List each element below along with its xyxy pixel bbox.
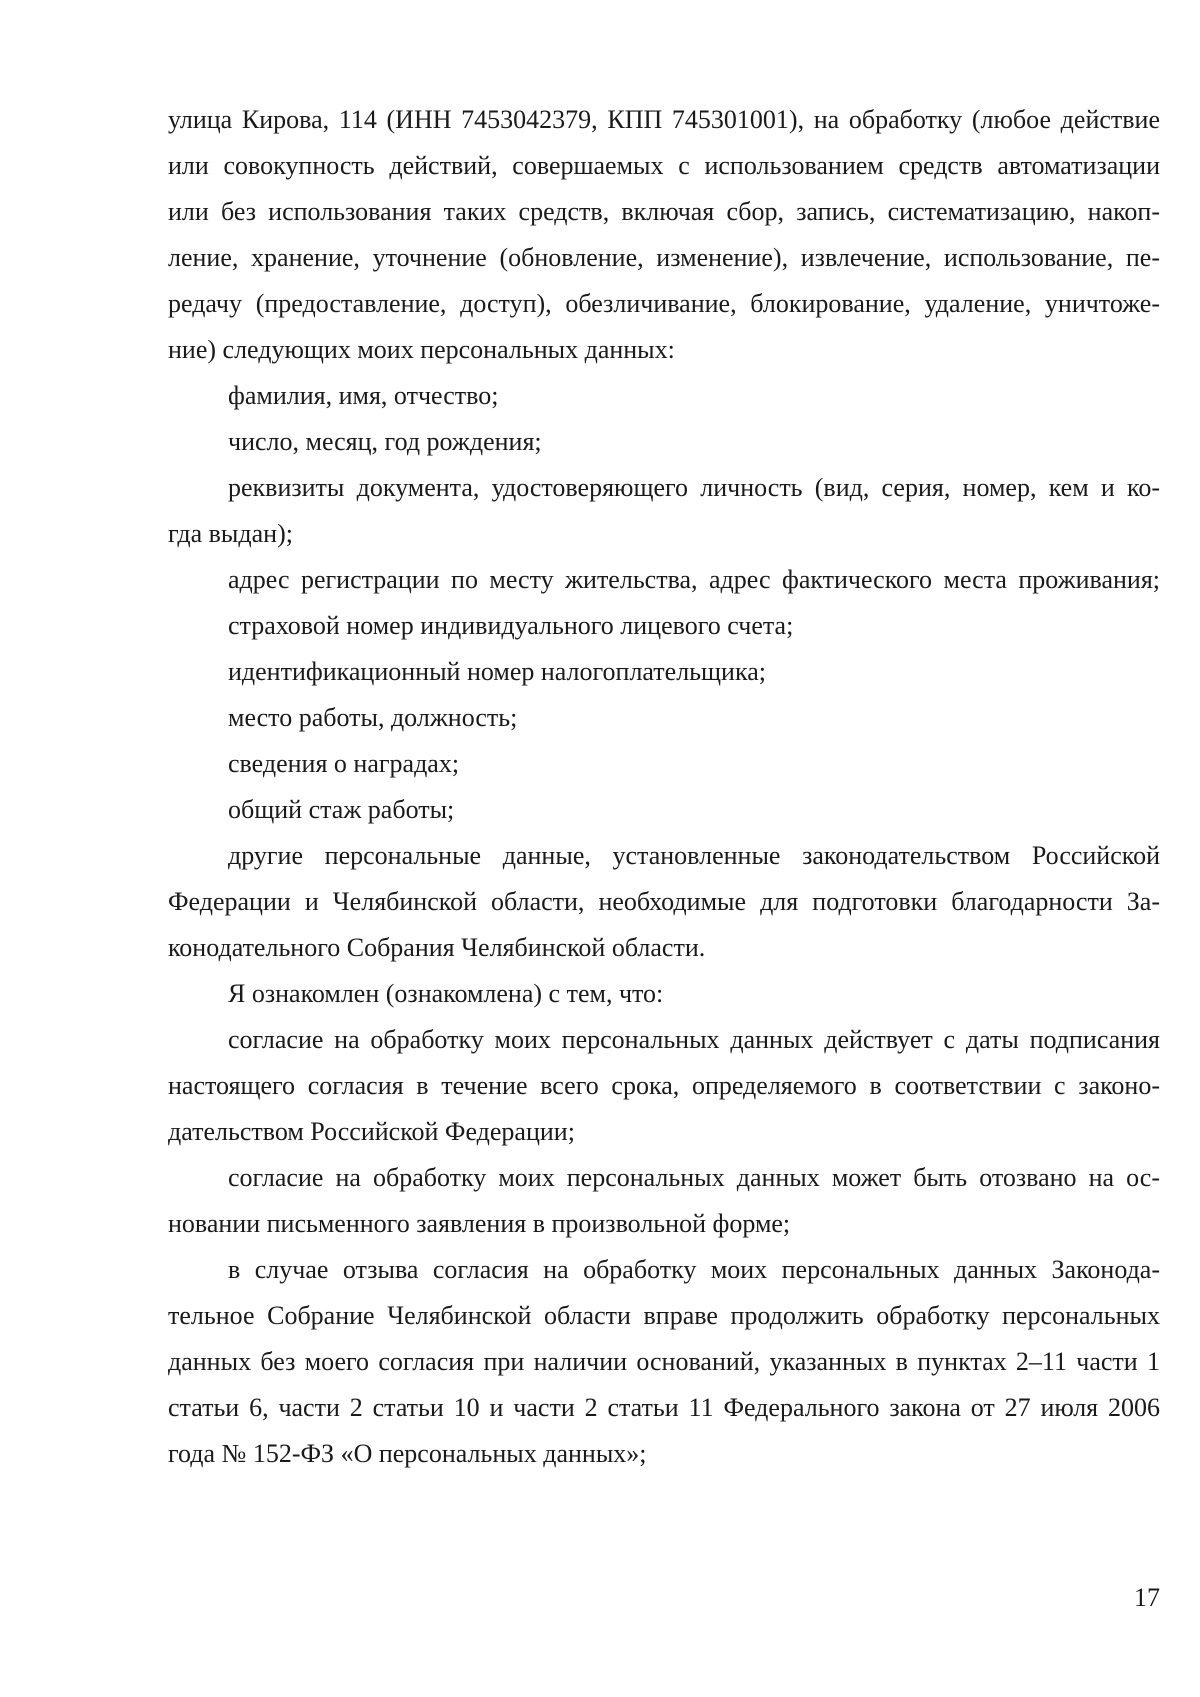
list-item: число, месяц, год рождения; xyxy=(228,427,542,456)
list-item: реквизиты документа, удостоверяющего личность (вид, серия, номер, кем и ко- xyxy=(228,473,1160,502)
text-line: Федерации и Челябинской области, необходимые для подготовки благодарности За- xyxy=(168,887,1160,916)
text-line: конодательного Собрания Челябинской области. xyxy=(168,933,706,962)
text-line: или совокупность действий, совершаемых с использованием средств автоматизации xyxy=(168,151,1160,180)
text-line: улица Кирова, 114 (ИНН 7453042379, КПП 745301001), на обработку (любое действие xyxy=(168,105,1160,134)
text-line: данных без моего согласия при наличии оснований, указанных в пунктах 2–11 части 1 xyxy=(168,1347,1160,1376)
text-line: настоящего согласия в течение всего срока, определяемого в соответствии с законо- xyxy=(168,1071,1160,1100)
text-line: тельное Собрание Челябинской области вправе продолжить обработку персональных xyxy=(168,1301,1160,1330)
list-item: сведения о наградах; xyxy=(228,749,460,778)
list-item: согласие на обработку моих персональных данных действует с даты подписания xyxy=(228,1025,1160,1054)
text-line: года № 152-ФЗ «О персональных данных»; xyxy=(168,1439,647,1468)
list-item: другие персональные данные, установленные законодательством Российской xyxy=(228,841,1160,870)
list-item: фамилия, имя, отчество; xyxy=(228,381,499,410)
text-line: или без использования таких средств, включая сбор, запись, систематизацию, накоп- xyxy=(168,197,1160,226)
list-item: согласие на обработку моих персональных данных может быть отозвано на ос- xyxy=(228,1163,1160,1192)
text-line: ление, хранение, уточнение (обновление, изменение), извлечение, использование, пе- xyxy=(168,243,1160,272)
text-line: новании письменного заявления в произвольной форме; xyxy=(168,1209,791,1238)
text-line: гда выдан); xyxy=(168,519,293,548)
list-item: идентификационный номер налогоплательщика; xyxy=(228,657,766,686)
text-line: ние) следующих моих персональных данных: xyxy=(168,335,675,364)
list-item: адрес регистрации по месту жительства, адрес фактического места проживания; xyxy=(228,565,1160,594)
list-item: место работы, должность; xyxy=(228,703,518,732)
text-line: редачу (предоставление, доступ), обезличивание, блокирование, удаление, уничтоже- xyxy=(168,289,1160,318)
list-item: страховой номер индивидуального лицевого счета; xyxy=(228,611,794,640)
list-item: общий стаж работы; xyxy=(228,795,455,824)
text-line: дательством Российской Федерации; xyxy=(168,1117,575,1146)
paragraph-lead: Я ознакомлен (ознакомлена) с тем, что: xyxy=(228,979,664,1008)
page-number: 17 xyxy=(1134,1583,1160,1612)
text-line: статьи 6, части 2 статьи 10 и части 2 статьи 11 Федерального закона от 27 июля 2006 xyxy=(168,1393,1160,1422)
list-item: в случае отзыва согласия на обработку моих персональных данных Законода- xyxy=(228,1255,1160,1284)
